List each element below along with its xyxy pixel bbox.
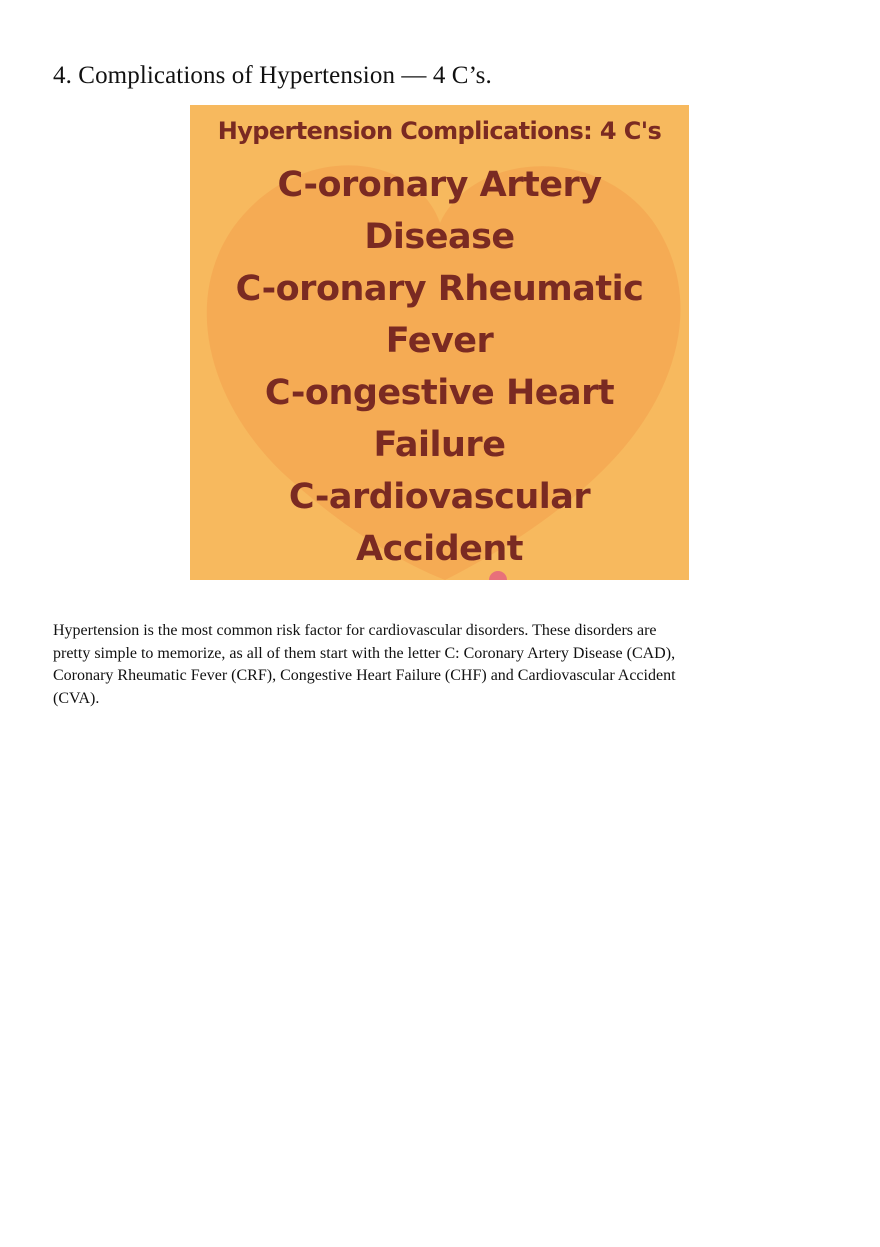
figure-line-7: C-ardiovascular <box>288 477 591 517</box>
figure-line-2: Disease <box>364 217 515 257</box>
figure-line-4: Fever <box>385 321 494 361</box>
mnemonic-image <box>190 105 689 580</box>
body-paragraph: Hypertension is the most common risk factor for cardiovascular disorders. These disorders are pretty simple to memorize, as all of them start with the letter C: Coronary Artery Disease (CAD), Coronary Rheumatic Fever (CRF), Congestive Heart Failure (CHF) and Cardiovascular Accident (CVA). <box>53 622 676 707</box>
figure-line-8: Accident <box>355 529 524 569</box>
figure-line-6: Failure <box>373 425 506 465</box>
figure-line-5: C-ongestive Heart <box>264 373 615 413</box>
figure-line-1: C-oronary Artery <box>277 165 602 205</box>
figure-line-3: C-oronary Rheumatic <box>235 269 644 309</box>
figure-header: Hypertension Complications: 4 C's <box>217 117 662 145</box>
page-title: 4. Complications of Hypertension — 4 C’s. <box>53 62 492 89</box>
